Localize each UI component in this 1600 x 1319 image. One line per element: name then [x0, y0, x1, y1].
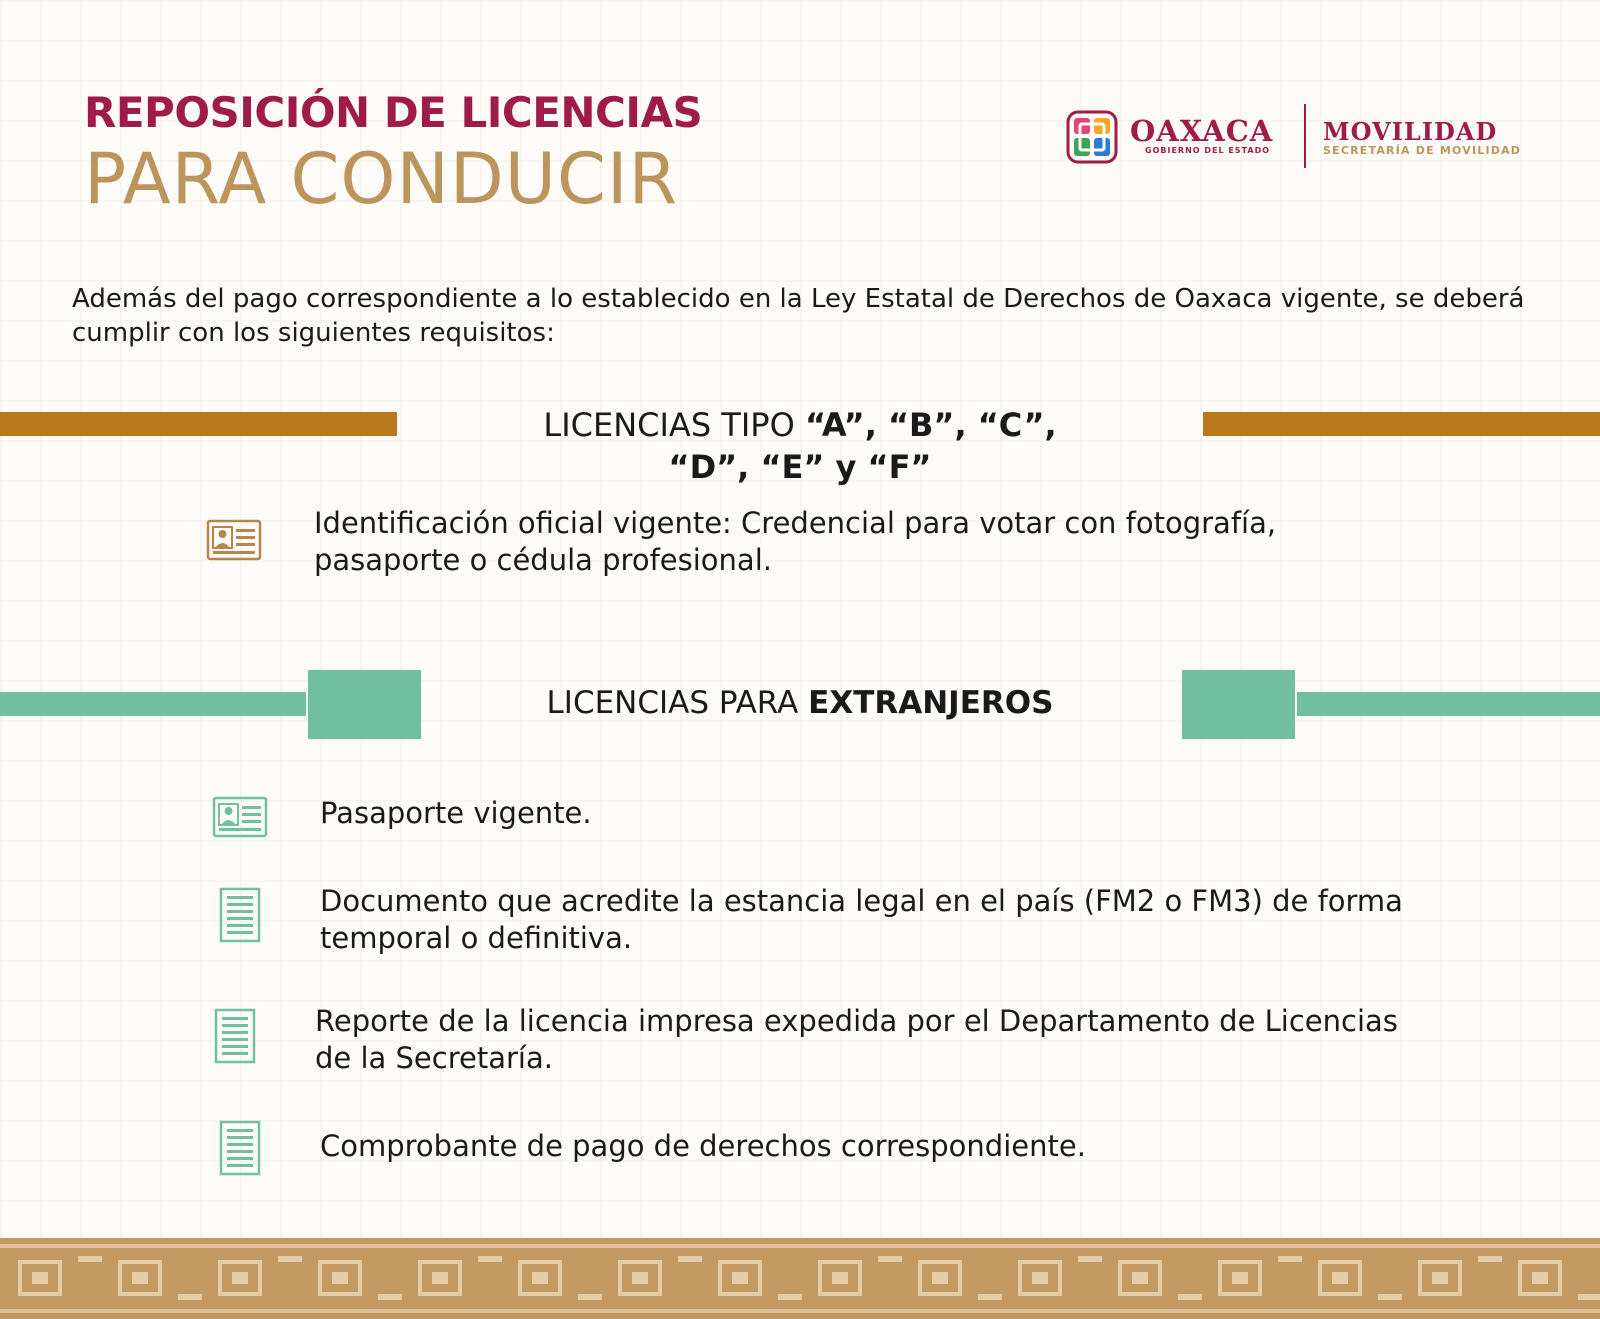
logo-divider	[1304, 104, 1306, 168]
page-subtitle: PARA CONDUCIR	[84, 138, 679, 220]
document-icon	[214, 1008, 256, 1064]
section-divider-block-left	[308, 670, 421, 739]
document-icon	[219, 887, 261, 943]
requirement-item: Identificación oficial vigente: Credencial para votar con fotografía, pasaporte o cédula profesional.	[314, 506, 1277, 577]
movilidad-logo-subtext: SECRETARÍA DE MOVILIDAD	[1323, 144, 1522, 157]
section-divider-left	[0, 692, 306, 716]
movilidad-logo-text: MOVILIDAD	[1323, 117, 1498, 146]
oaxaca-logo-text: OAXACA	[1130, 114, 1274, 148]
section-divider-right	[1203, 412, 1600, 436]
requirement-item: Documento que acredite la estancia legal en el país (FM2 o FM3) de forma temporal o definitiva.	[320, 884, 1403, 955]
oaxaca-emblem-logo	[1066, 110, 1118, 164]
page-title: REPOSICIÓN DE LICENCIAS	[84, 88, 703, 137]
heading-types-line2: “D”, “E” y “F”	[668, 448, 932, 486]
intro-paragraph: Además del pago correspondiente a lo establecido en la Ley Estatal de Derechos de Oaxaca vigente, se deberá cumplir con los siguientes requisitos:	[72, 284, 1525, 348]
decorative-pattern-band	[0, 1238, 1600, 1319]
section-heading-license-types	[420, 404, 1180, 488]
section-divider-right	[1297, 692, 1600, 716]
section-divider-left	[0, 412, 397, 436]
oaxaca-logo-subtext: GOBIERNO DEL ESTADO	[1145, 146, 1271, 155]
section-divider-block-right	[1182, 670, 1295, 739]
heading-types-line1: “A”, “B”, “C”,	[804, 406, 1057, 444]
requirement-item: Pasaporte vigente.	[320, 796, 592, 830]
requirement-item: Reporte de la licencia impresa expedida por el Departamento de Licencias de la Secretaría.	[315, 1004, 1398, 1075]
heading-prefix: LICENCIAS PARA	[546, 685, 809, 721]
id-card-icon	[212, 796, 268, 838]
section-heading-foreigners	[430, 685, 1170, 721]
heading-prefix: LICENCIAS TIPO	[543, 406, 805, 444]
document-icon	[219, 1120, 261, 1176]
requirement-item: Comprobante de pago de derechos correspondiente.	[320, 1129, 1086, 1163]
heading-foreigners-bold: EXTRANJEROS	[808, 685, 1054, 721]
id-card-icon	[206, 519, 262, 561]
